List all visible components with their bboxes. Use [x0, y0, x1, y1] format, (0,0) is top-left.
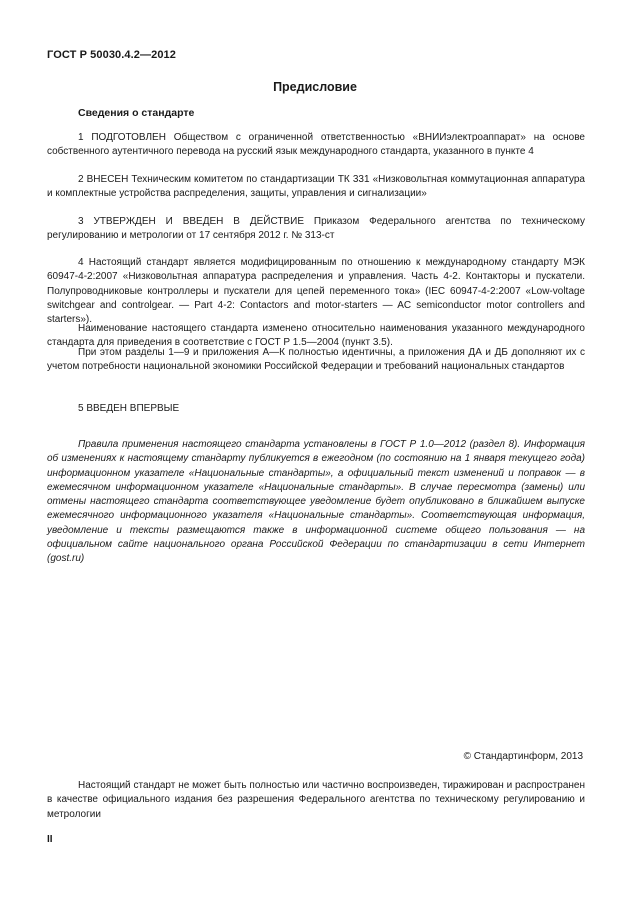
document-code-header: ГОСТ Р 50030.4.2—2012 — [47, 49, 176, 61]
paragraph-item-4 — [47, 256, 585, 327]
paragraph-text: 1 ПОДГОТОВЛЕН Обществом с ограниченной ответственностью «ВНИИэлектроаппарат» на основе собственного аутентичного перевода на русский язык международного стандарта, указанного в пункте 4 — [47, 132, 585, 158]
copyright-line: © Стандартинформ, 2013 — [463, 751, 583, 762]
reproduction-notice — [47, 779, 585, 822]
section-subheading: Сведения о стандарте — [78, 107, 195, 119]
application-notice — [47, 438, 585, 567]
paragraph-item-2 — [47, 173, 585, 202]
paragraph-text: 3 УТВЕРЖДЕН И ВВЕДЕН В ДЕЙСТВИЕ Приказом Федерального агентства по техническому регулированию и метрологии от 17 сентября 2012 г. № 313-ст — [47, 216, 585, 242]
footnote-text: Настоящий стандарт не может быть полностью или частично воспроизведен, тиражирован и распространен в качестве официального издания без разрешения Федерального агентства по техническому регулированию и метрологии — [47, 780, 585, 820]
paragraph-text: 2 ВНЕСЕН Техническим комитетом по стандартизации ТК 331 «Низковольтная коммутационная аппаратура и комплектные устройства распределения, защиты, управления и сигнализации» — [47, 174, 585, 200]
page-number: II — [47, 834, 53, 845]
paragraph-text: Наименование настоящего стандарта изменено относительно наименования указанного международного стандарта для приведения в соответствие с ГОСТ Р 1.5—2004 (пункт 3.5). — [47, 323, 585, 349]
notice-text: Правила применения настоящего стандарта установлены в ГОСТ Р 1.0—2012 (раздел 8). Информация об изменениях к настоящему стандарту публикуется в ежегодном (по состоянию на 1 января текущего года) информационном указателе «Национальные стандарты», а официальный текст изменений и поправок — в ежемесячном информационном указателе «Национальные стандарты». В случае пересмотра (замены) или отмены настоящего стандарта соответствующее уведомление будет опубликовано в ближайшем выпуске ежемесячного информационного указателя «Национальные стандарты». Соответствующая информация, уведомление и тексты размещаются также в информационной системе общего пользования — на официальном сайте национального органа Российской Федерации по стандартизации в сети Интернет (gost.ru) — [47, 439, 585, 565]
paragraph-text: При этом разделы 1—9 и приложения А—К полностью идентичны, а приложения ДА и ДБ дополняют их с учетом потребности национальной экономики Российской Федерации и требований национальных стандартов — [47, 347, 585, 373]
paragraph-item-4-sections — [47, 346, 585, 375]
page-title-text: Предисловие — [273, 80, 357, 94]
page-title — [0, 80, 630, 94]
paragraph-text: 5 ВВЕДЕН ВПЕРВЫЕ — [78, 403, 180, 414]
paragraph-text: 4 Настоящий стандарт является модифицированным по отношению к международному стандарту МЭК 60947-4-2:2007 «Низковольтная аппаратура распределения и управления. Часть 4-2. Контакторы и пускатели. Полупроводниковые контроллеры и пускатели для цепей переменного тока» (IEC 60947-4-2:2007 «Low-voltage switchgear and controlgear. — Part 4-2: Contactors and motor-starters — AC semiconductor motor controllers and starters»). — [47, 257, 585, 326]
paragraph-item-3 — [47, 215, 585, 244]
paragraph-item-1 — [47, 131, 585, 160]
paragraph-item-5 — [47, 402, 585, 416]
